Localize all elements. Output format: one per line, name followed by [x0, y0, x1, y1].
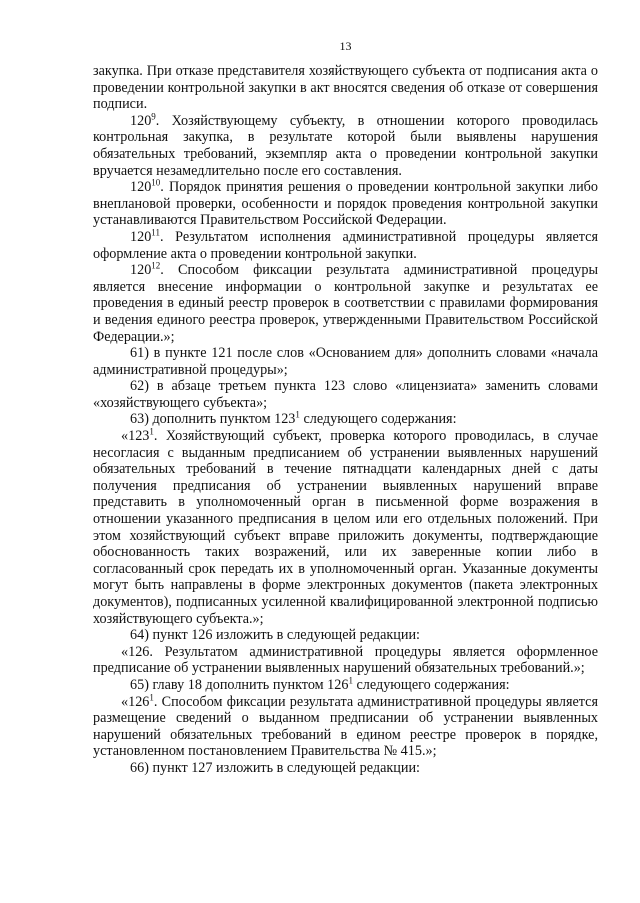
- paragraph: закупка. При отказе представителя хозяйствующего субъекта от подписания акта о проведении контрольной закупки в акт вносятся сведения об отказе от совершения подписи.: [93, 63, 598, 113]
- paragraph: $120^{11}$. Результатом исполнения административной процедуры является оформление акта о проведении контрольной закупки.: [93, 227, 598, 262]
- paragraph: 63) дополнить пунктом $123^1$ следующего содержания:: [130, 409, 457, 428]
- paragraph: 66) пункт 127 изложить в следующей редакции:: [130, 759, 420, 776]
- paragraph: $120^9$. Хозяйствующему субъекту, в отношении которого проводилась контрольная закупка, в результате которой были выявлены нарушения обязательных требований, экземпляр акта о проведении контрольной закупки вручается незамедлительно после его составления.: [93, 111, 598, 179]
- paragraph: 65) главу 18 дополнить пунктом $126^1$ следующего содержания:: [130, 675, 510, 693]
- paragraph: $120^{10}$. Порядок принятия решения о проведении контрольной закупки либо внеплановой проверки, особенности и порядок проведения контрольной закупки устанавливаются Правительством Российской Федерации.: [93, 177, 598, 229]
- page-number: 13: [339, 39, 352, 53]
- paragraph: 64) пункт 126 изложить в следующей редакции:: [130, 627, 420, 644]
- paragraph: 61) в пункте 121 после слов «Основанием для» дополнить словами «начала административной процедуры»;: [93, 345, 598, 378]
- paragraph: «$126^1$. Способом фиксации результата административной процедуры является размещение сведений о выданном предписании об устранении выявленных нарушений обязательных требований в едином реестре проверок в порядке, установленном постановлением Правительства № 415.»;: [93, 691, 598, 760]
- paragraph: «$123^1$. Хозяйствующий субъект, проверка которого проводилась, в случае несогласия с выданным предписанием об устранении выявленных нарушений обязательных требований в течение пятнадцати календарных дней с даты получения предписания об устранении выявленных нарушений вправе представить в уполномоченный орган в письменной форме возражения в отношении указанного предписания в целом или его отдельных положений. При этом хозяйствующий субъект вправе приложить документы, подтверждающие обоснованность таких возражений, или их заверенные копии либо в согласованный срок передать их в уполномоченный орган. Указанные документы могут быть направлены в форме электронных документов (пакета электронных документов), подписанных усиленной квалифицированной электронной подписью хозяйствующего субъекта.»;: [93, 426, 598, 627]
- document-body: [93, 63, 598, 777]
- paragraph: $120^{12}$. Способом фиксации результата административной процедуры является внесение информации о контрольной закупке и результатах ее проведения в единый реестр проверок в соответствии с правилами формирования и ведения единого реестра проверок, утвержденными Правительством Российской Федерации.»;: [93, 260, 598, 345]
- paragraph: «126. Результатом административной процедуры является оформленное предписание об устранении выявленных нарушений обязательных требований.»;: [93, 643, 598, 677]
- paragraph: 62) в абзаце третьем пункта 123 слово «лицензиата» заменить словами «хозяйствующего субъекта»;: [93, 378, 598, 411]
